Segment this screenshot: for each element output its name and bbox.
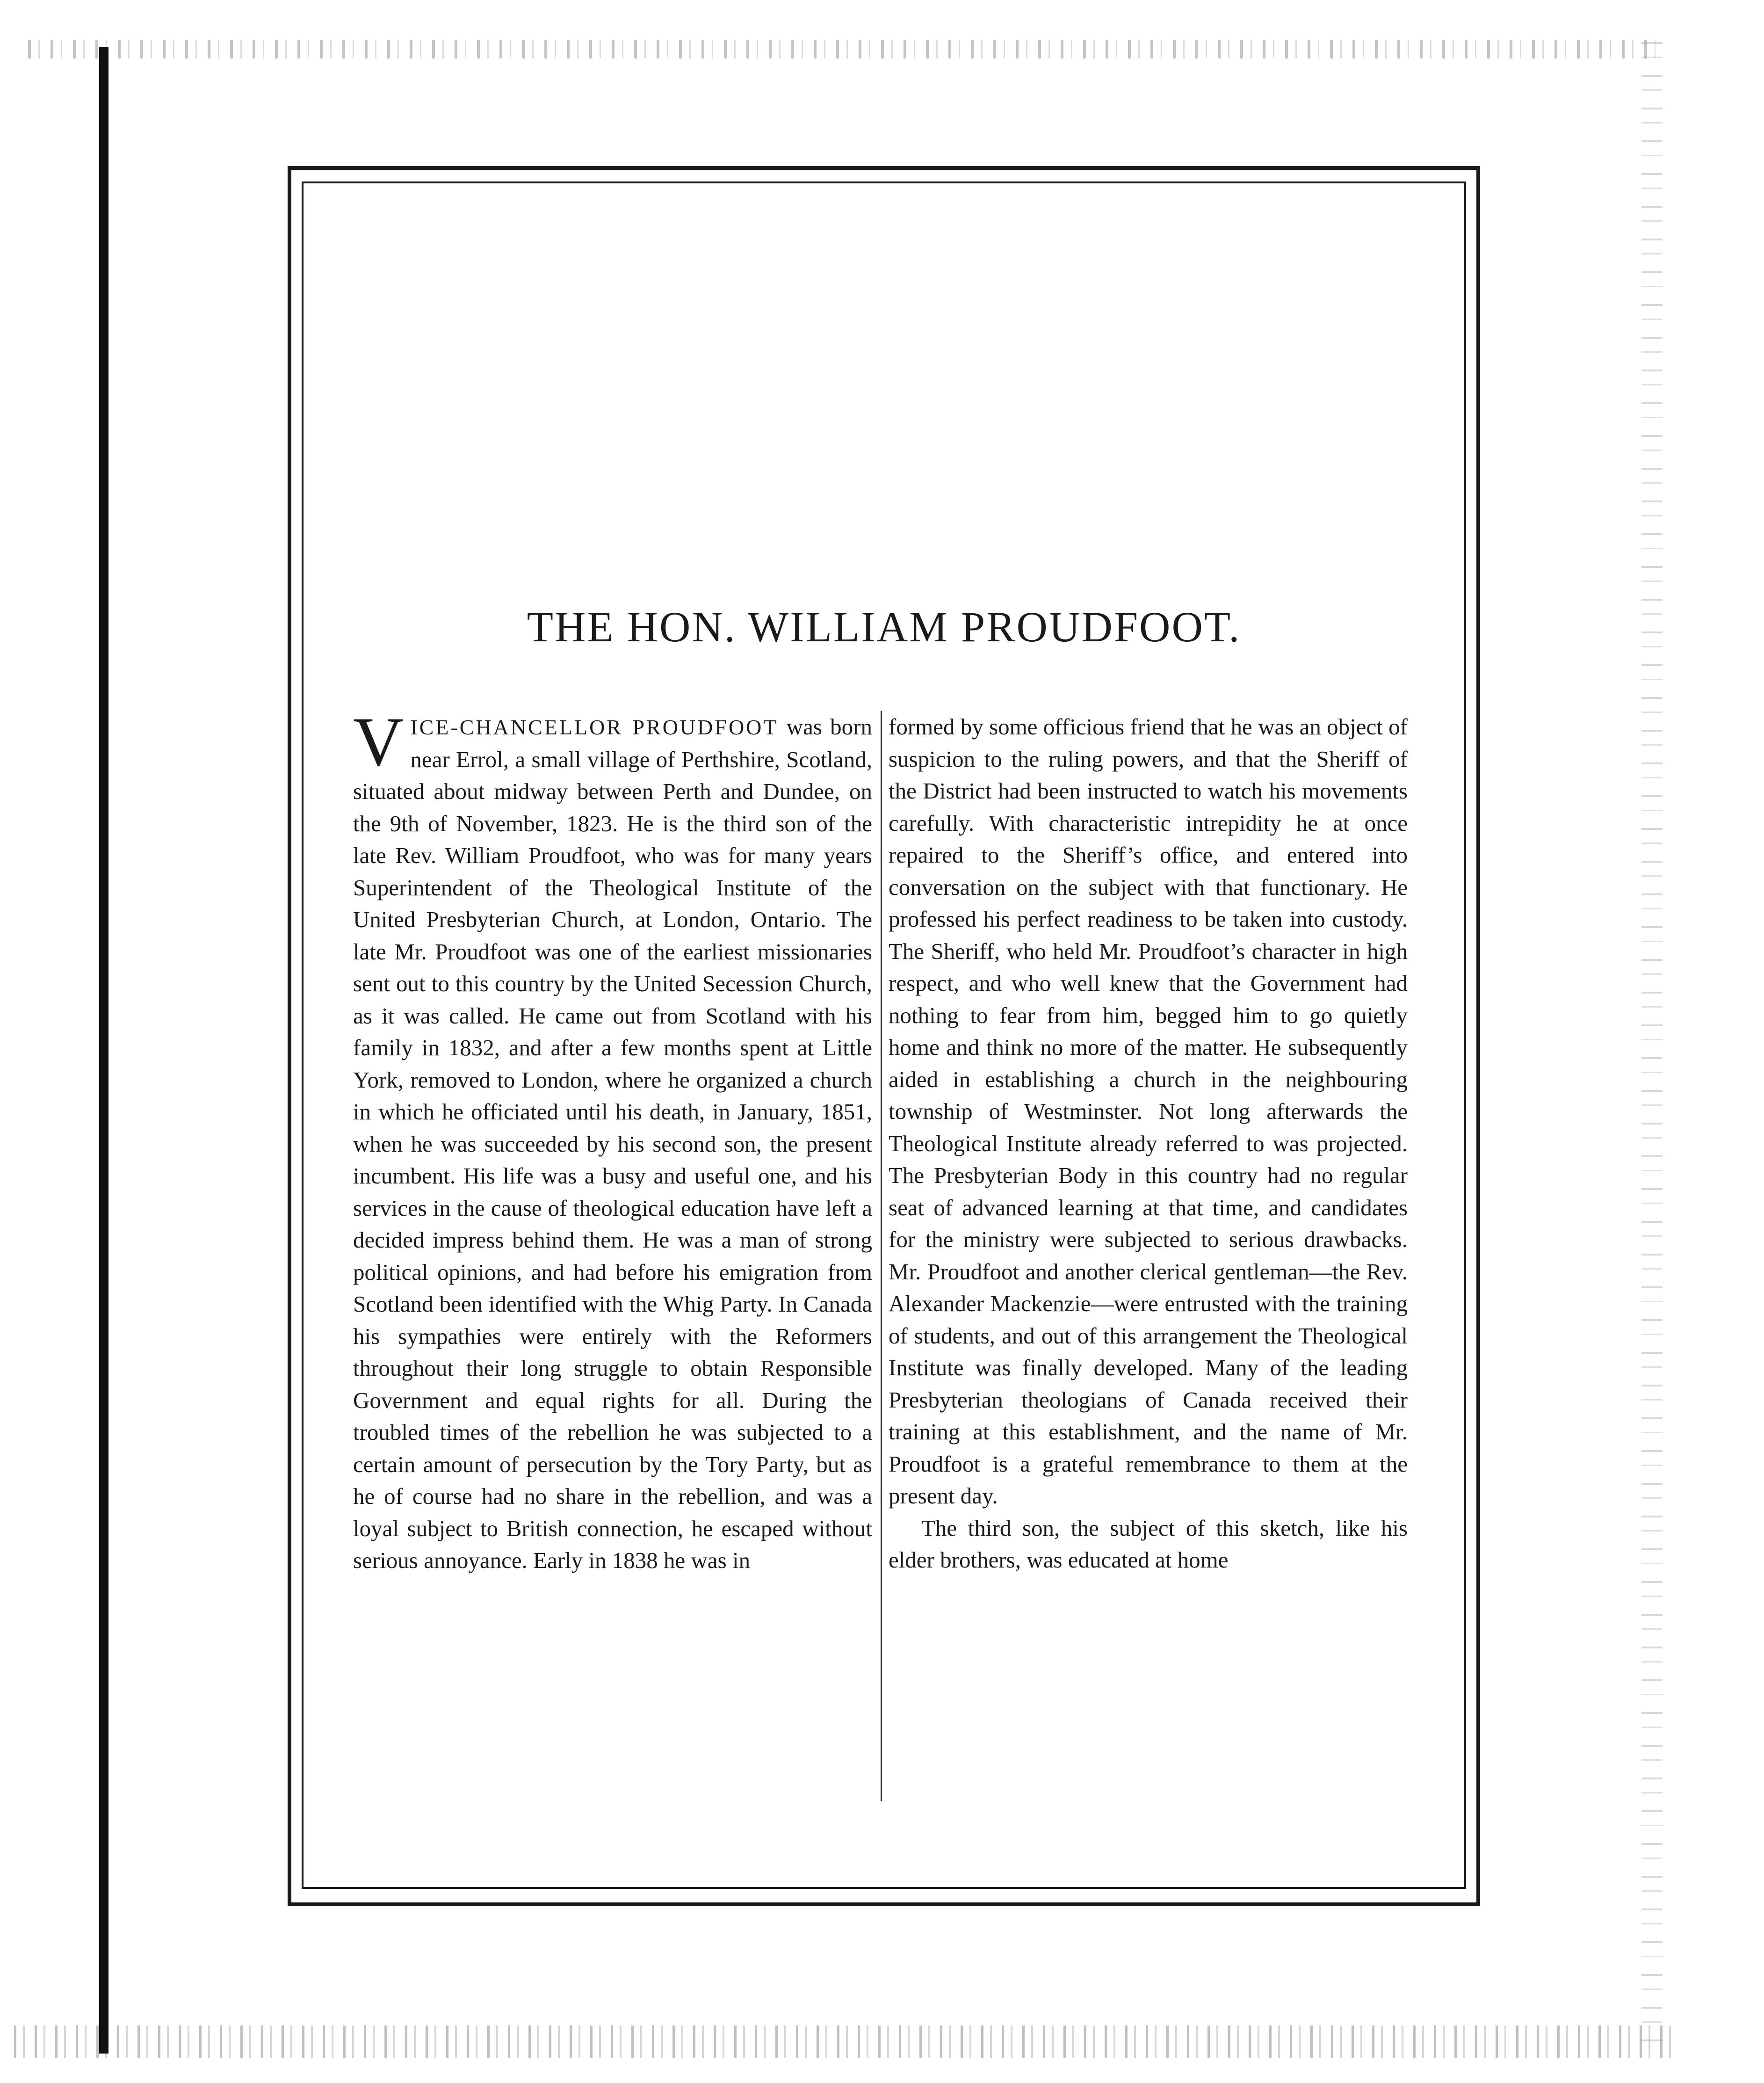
column-divider-rule: [881, 711, 882, 1801]
scan-edge-noise-top: [28, 40, 1656, 58]
text-column-left: [353, 711, 872, 1820]
scan-edge-noise-bottom: [14, 2025, 1679, 2058]
drop-cap-letter: V: [353, 711, 404, 781]
right-column-body: formed by some officious friend that he was an object of suspicion to the ruling powers, and that the Sheriff of the District had been instructed to watch his movements carefully. With characteristic intrepidity he at once repaired to the Sheriff’s office, and entered into conversation on the subject with that functionary. He professed his perfect readiness to be taken into custody. The Sheriff, who held Mr. Proudfoot’s character in high respect, and who well knew that the Government had nothing to fear from him, begged him to go quietly home and think no more of the matter. He subsequently aided in establishing a church in the neighbouring township of Westminster. Not long afterwards the Theological Institute already referred to was projected. The Presbyterian Body in this country had no regular seat of advanced learning at that time, and candidates for the ministry were subjected to serious drawbacks. Mr. Proudfoot and another clerical gentleman—the Rev. Alexander Mackenzie—were entrusted with the training of students, and out of this arrangement the Theological Institute was finally developed. Many of the leading Presbyterian theologians of Canada received their training at this establishment, and the name of Mr. Proudfoot is a grateful remembrance to them at the present day.: [889, 714, 1408, 1509]
scan-edge-noise-right: [1641, 42, 1663, 2054]
left-column-body: was born near Errol, a small village of Perthshire, Scotland, situated about midway between Perth and Dundee, on the 9th of November, 1823. He is the third son of the late Rev. William Proudfoot, who was for many years Superintendent of the Theological Institute of the United Presbyterian Church, at London, Ontario. The late Mr. Proudfoot was one of the earliest missionaries sent out to this country by the United Secession Church, as it was called. He came out from Scotland with his family in 1832, and after a few months spent at Little York, removed to London, where he organized a church in which he officiated until his death, in January, 1851, when he was succeeded by his second son, the present incumbent. His life was a busy and useful one, and his services in the cause of theological education have left a decided impress behind them. He was a man of strong political opinions, and had before his emigration from Scotland been identified with the Whig Party. In Canada his sympathies were entirely with the Reformers throughout their long struggle to obtain Responsible Government and equal rights for all. During the troubled times of the rebellion he was subjected to a certain amount of persecution by the Tory Party, but as he of course had no share in the rebellion, and was a loyal subject to British connection, he escaped without serious annoyance. Early in 1838 he was in: [353, 714, 872, 1573]
article-title: THE HON. WILLIAM PROUDFOOT.: [527, 603, 1241, 651]
opening-paragraph: [353, 711, 872, 1577]
opening-smallcaps: ICE-CHANCELLOR PROUDFOOT: [410, 715, 779, 739]
text-column-right: [889, 711, 1408, 1820]
page-binding-edge: [99, 47, 108, 2054]
right-column-paragraph-2: The third son, the subject of this sketch, like his elder brothers, was educated at home: [889, 1515, 1408, 1573]
